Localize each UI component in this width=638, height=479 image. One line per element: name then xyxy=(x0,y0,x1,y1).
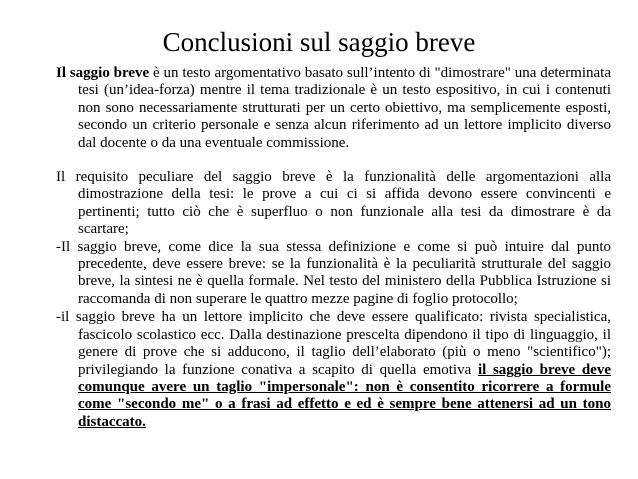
paragraph-requisito xyxy=(56,169,611,308)
paragraph-definition xyxy=(56,65,611,152)
brevita-text: -Il saggio breve, come dice la sua stessa definizione e come si può intuire dal punto precedente, deve essere breve: se la funzionalità è la peculiarità strutturale del saggio breve, la sintesi ne è quella formale. Nel testo del ministero della Pubblica Istruzione si raccomanda di non superare le quattro mezze pagine di foglio protocollo; xyxy=(56,238,611,307)
lettore-text: -il saggio breve ha un lettore implicito che deve essere qualificato: rivista specialistica, fascicolo scolastico ecc. Dalla destinazione prescelta dipendono il tipo di linguaggio, il genere di prove che si adducono, il taglio dell’elaborato (più o meno "scientifico"); privilegiando la funzione conativa a scapito di quella emotiva xyxy=(56,309,611,378)
slide-body xyxy=(56,65,611,431)
slide-title: Conclusioni sul saggio breve xyxy=(162,27,476,57)
requisito-text: Il requisito peculiare del saggio breve è la funzionalità delle argomentazioni alla dimostrazione della tesi: le prove a cui ci si affida devono essere convincenti e pertinenti; tutto ciò che è superfluo o non funzionale alla tesi da dimostrare è da scartare; xyxy=(56,169,611,238)
impersonale-emphasis: il saggio breve deve comunque avere un taglio "impersonale": non è consentito ricorrere a formule come "secondo me" o a frasi ad effetto e ed è sempre bene attenersi ad un tono distaccato. xyxy=(78,361,611,430)
paragraph-lettore xyxy=(56,309,611,431)
definition-text: è un testo argomentativo basato sull’intento di "dimostrare" una determinata tesi (un’idea-forza) mentre il tema tradizionale è un testo espositivo, in cui i contenuti non sono necessariamente strutturati per un certo obiettivo, ma semplicemente esposti, secondo un criterio personale e senza alcun riferimento ad un lettore implicito diverso dal docente o da una eventuale commissione. xyxy=(78,65,612,151)
term-saggio-breve: Il saggio breve xyxy=(56,65,150,81)
